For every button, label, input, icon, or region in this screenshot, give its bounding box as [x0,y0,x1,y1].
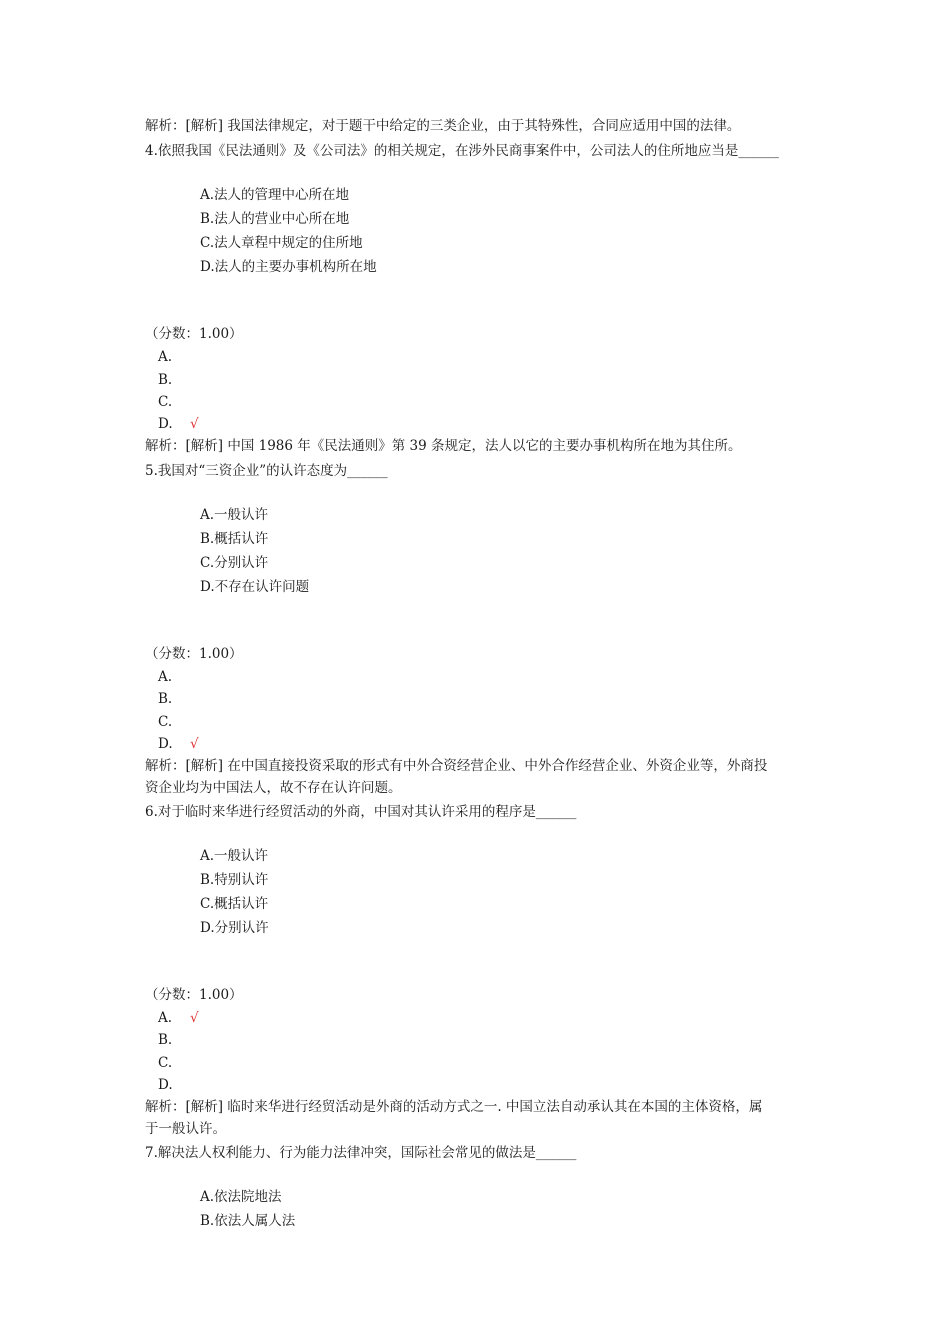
question-7: 7.解决法人权利能力、行为能力法律冲突，国际社会常见的做法是______ [145,1145,577,1161]
question-4: 4.依照我国《民法通则》及《公司法》的相关规定，在涉外民商事案件中，公司法人的住所地应当是______ [145,143,779,159]
q5-option-c[interactable]: C.分别认许 [200,555,269,571]
q6-option-d[interactable]: D.分别认许 [200,920,269,936]
q5-answer-b: B. [158,691,173,707]
check-mark-icon: √ [190,416,199,432]
q5-answer-a: A. [158,669,173,685]
q6-answer-c: C. [158,1055,173,1071]
q4-option-d[interactable]: D.法人的主要办事机构所在地 [200,259,377,275]
q7-option-b[interactable]: B.依法人属人法 [200,1213,296,1229]
q4-answer-c: C. [158,394,173,410]
q6-answer-b: B. [158,1032,173,1048]
q4-answer-d [158,415,199,433]
q4-option-a[interactable]: A.法人的管理中心所在地 [200,187,350,203]
q6-analysis-line-1: 解析：[解析] 临时来华进行经贸活动是外商的活动方式之一. 中国立法自动承认其在本国的主体资格，属 [145,1099,763,1115]
q4-answer-b: B. [158,372,173,388]
q4-analysis: 解析：[解析] 中国 1986 年《民法通则》第 39 条规定，法人以它的主要办事机构所在地为其住所。 [145,438,742,454]
q5-answer-d-label: D. [158,736,173,752]
q4-option-b[interactable]: B.法人的营业中心所在地 [200,211,350,227]
q4-option-c[interactable]: C.法人章程中规定的住所地 [200,235,363,251]
check-mark-icon: √ [190,1010,199,1026]
q6-answer-a [158,1009,199,1027]
q6-option-b[interactable]: B.特别认许 [200,872,269,888]
q5-score: （分数：1.00） [145,646,243,662]
q5-answer-d [158,735,199,753]
q6-option-c[interactable]: C.概括认许 [200,896,269,912]
q6-score: （分数：1.00） [145,987,243,1003]
check-mark-icon: √ [190,736,199,752]
q6-answer-d: D. [158,1077,173,1093]
q5-answer-c: C. [158,714,173,730]
q6-answer-a-label: A. [158,1010,173,1026]
question-6: 6.对于临时来华进行经贸活动的外商，中国对其认许采用的程序是______ [145,804,577,820]
q5-option-a[interactable]: A.一般认许 [200,507,269,523]
q4-score: （分数：1.00） [145,326,243,342]
analysis-text: 解析：[解析] 我国法律规定，对于题干中给定的三类企业，由于其特殊性，合同应适用中国的法律。 [145,118,741,134]
question-5: 5.我国对“三资企业”的认许态度为______ [145,463,388,479]
q5-option-b[interactable]: B.概括认许 [200,531,269,547]
q6-analysis-line-2: 于一般认许。 [145,1121,226,1137]
q4-answer-a: A. [158,349,173,365]
q7-option-a[interactable]: A.依法院地法 [200,1189,282,1205]
q5-option-d[interactable]: D.不存在认许问题 [200,579,310,595]
q4-answer-d-label: D. [158,416,173,432]
q5-analysis-line-2: 资企业均为中国法人，故不存在认许问题。 [145,780,402,796]
q5-analysis-line-1: 解析：[解析] 在中国直接投资采取的形式有中外合资经营企业、中外合作经营企业、外资企业等，外商投 [145,758,768,774]
q6-option-a[interactable]: A.一般认许 [200,848,269,864]
